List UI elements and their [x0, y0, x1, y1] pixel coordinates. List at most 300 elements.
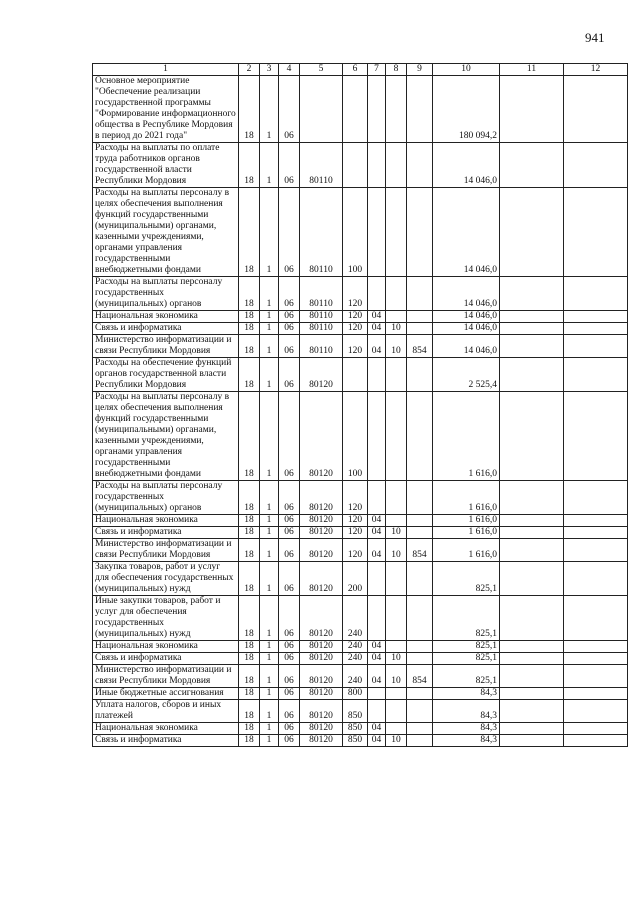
cell-col-11: [500, 335, 564, 358]
cell-col-12: [564, 335, 628, 358]
row-name: Уплата налогов, сборов и иных платежей: [93, 700, 239, 723]
table-row: [93, 665, 628, 688]
cell-code-6: 120: [343, 323, 368, 335]
cell-col-12: [564, 481, 628, 515]
cell-code-2: 18: [239, 515, 260, 527]
cell-code-8: 10: [386, 735, 407, 747]
cell-col-12: [564, 700, 628, 723]
cell-code-9: [407, 562, 433, 596]
cell-code-8: [386, 481, 407, 515]
cell-code-3: 1: [260, 596, 279, 641]
cell-code-7: [368, 188, 386, 277]
cell-code-8: [386, 596, 407, 641]
cell-code-8: [386, 358, 407, 392]
cell-code-9: 854: [407, 665, 433, 688]
row-name: Министерство информатизации и связи Республики Мордовия: [93, 539, 239, 562]
row-name: Национальная экономика: [93, 515, 239, 527]
cell-code-4: 06: [279, 76, 300, 143]
cell-code-7: [368, 358, 386, 392]
cell-col-11: [500, 392, 564, 481]
cell-amount: 1 616,0: [433, 527, 500, 539]
cell-code-9: [407, 641, 433, 653]
col-header-8: 8: [386, 64, 407, 76]
cell-code-7: [368, 700, 386, 723]
cell-col-11: [500, 641, 564, 653]
cell-col-12: [564, 539, 628, 562]
cell-amount: 825,1: [433, 596, 500, 641]
cell-amount: 14 046,0: [433, 188, 500, 277]
cell-code-6: [343, 76, 368, 143]
cell-code-8: 10: [386, 527, 407, 539]
cell-col-11: [500, 515, 564, 527]
cell-code-7: [368, 481, 386, 515]
cell-code-8: [386, 76, 407, 143]
cell-col-12: [564, 653, 628, 665]
cell-code-4: 06: [279, 335, 300, 358]
cell-col-11: [500, 653, 564, 665]
cell-code-8: [386, 143, 407, 188]
cell-code-5: 80120: [300, 653, 343, 665]
cell-code-2: 18: [239, 562, 260, 596]
cell-code-6: 120: [343, 311, 368, 323]
cell-code-2: 18: [239, 481, 260, 515]
table-row: [93, 188, 628, 277]
row-name: Министерство информатизации и связи Республики Мордовия: [93, 335, 239, 358]
cell-code-6: [343, 358, 368, 392]
col-header-11: 11: [500, 64, 564, 76]
table-row: [93, 76, 628, 143]
cell-code-8: 10: [386, 335, 407, 358]
cell-code-4: 06: [279, 562, 300, 596]
cell-code-5: 80120: [300, 527, 343, 539]
cell-col-11: [500, 481, 564, 515]
cell-code-9: [407, 653, 433, 665]
cell-code-2: 18: [239, 688, 260, 700]
cell-col-11: [500, 527, 564, 539]
cell-code-8: [386, 311, 407, 323]
cell-col-12: [564, 688, 628, 700]
cell-col-12: [564, 188, 628, 277]
cell-col-12: [564, 596, 628, 641]
cell-code-4: 06: [279, 143, 300, 188]
cell-code-3: 1: [260, 527, 279, 539]
cell-amount: 1 616,0: [433, 539, 500, 562]
cell-code-4: 06: [279, 596, 300, 641]
cell-code-2: 18: [239, 539, 260, 562]
cell-code-7: 04: [368, 311, 386, 323]
cell-amount: 1 616,0: [433, 515, 500, 527]
col-header-2: 2: [239, 64, 260, 76]
col-header-1: 1: [93, 64, 239, 76]
cell-code-7: 04: [368, 641, 386, 653]
cell-amount: 825,1: [433, 562, 500, 596]
cell-col-12: [564, 665, 628, 688]
cell-code-5: 80120: [300, 358, 343, 392]
cell-code-3: 1: [260, 392, 279, 481]
cell-amount: 84,3: [433, 688, 500, 700]
cell-amount: 1 616,0: [433, 481, 500, 515]
cell-code-5: 80120: [300, 596, 343, 641]
cell-code-2: 18: [239, 665, 260, 688]
row-name: Национальная экономика: [93, 311, 239, 323]
cell-code-9: [407, 596, 433, 641]
cell-code-2: 18: [239, 277, 260, 311]
cell-code-2: 18: [239, 323, 260, 335]
cell-col-11: [500, 688, 564, 700]
cell-code-3: 1: [260, 277, 279, 311]
cell-code-5: 80120: [300, 723, 343, 735]
cell-code-2: 18: [239, 700, 260, 723]
col-header-12: 12: [564, 64, 628, 76]
cell-code-9: [407, 311, 433, 323]
cell-code-2: 18: [239, 392, 260, 481]
cell-col-11: [500, 143, 564, 188]
cell-code-4: 06: [279, 311, 300, 323]
row-name: Расходы на выплаты по оплате труда работников органов государственной власти Республики Мордовия: [93, 143, 239, 188]
cell-code-9: 854: [407, 539, 433, 562]
cell-code-4: 06: [279, 358, 300, 392]
cell-code-5: 80110: [300, 311, 343, 323]
table-row: [93, 562, 628, 596]
col-header-7: 7: [368, 64, 386, 76]
cell-col-12: [564, 392, 628, 481]
cell-code-8: 10: [386, 539, 407, 562]
cell-col-11: [500, 358, 564, 392]
cell-col-12: [564, 143, 628, 188]
cell-code-2: 18: [239, 76, 260, 143]
cell-col-12: [564, 515, 628, 527]
cell-code-6: 240: [343, 653, 368, 665]
cell-col-12: [564, 562, 628, 596]
cell-col-12: [564, 641, 628, 653]
cell-code-6: 100: [343, 188, 368, 277]
cell-col-12: [564, 311, 628, 323]
cell-col-12: [564, 323, 628, 335]
col-header-3: 3: [260, 64, 279, 76]
cell-code-4: 06: [279, 515, 300, 527]
row-name: Расходы на выплаты персоналу в целях обеспечения выполнения функций государственными (муниципальными) органами, казенными учреждениями, органами управления государственными внебюджетными фондами: [93, 392, 239, 481]
row-name: Связь и информатика: [93, 527, 239, 539]
cell-amount: 825,1: [433, 641, 500, 653]
cell-code-2: 18: [239, 188, 260, 277]
cell-code-2: 18: [239, 653, 260, 665]
cell-col-11: [500, 723, 564, 735]
cell-amount: 825,1: [433, 653, 500, 665]
cell-code-7: 04: [368, 515, 386, 527]
cell-code-7: [368, 143, 386, 188]
table-row: [93, 481, 628, 515]
cell-amount: 84,3: [433, 700, 500, 723]
cell-code-3: 1: [260, 735, 279, 747]
cell-code-7: 04: [368, 665, 386, 688]
cell-code-3: 1: [260, 562, 279, 596]
cell-code-6: 100: [343, 392, 368, 481]
cell-code-7: 04: [368, 653, 386, 665]
cell-code-8: 10: [386, 653, 407, 665]
cell-code-2: 18: [239, 596, 260, 641]
cell-amount: 84,3: [433, 735, 500, 747]
cell-code-7: [368, 562, 386, 596]
cell-code-6: 120: [343, 335, 368, 358]
cell-code-7: [368, 277, 386, 311]
table-row: [93, 335, 628, 358]
cell-code-9: 854: [407, 335, 433, 358]
cell-code-6: 240: [343, 596, 368, 641]
cell-code-8: [386, 700, 407, 723]
cell-amount: 2 525,4: [433, 358, 500, 392]
col-header-9: 9: [407, 64, 433, 76]
table-row: [93, 323, 628, 335]
cell-code-6: 850: [343, 700, 368, 723]
cell-col-11: [500, 539, 564, 562]
cell-code-9: [407, 143, 433, 188]
col-header-10: 10: [433, 64, 500, 76]
cell-code-3: 1: [260, 76, 279, 143]
cell-code-4: 06: [279, 481, 300, 515]
cell-code-7: 04: [368, 527, 386, 539]
cell-code-5: 80120: [300, 665, 343, 688]
cell-code-5: 80120: [300, 700, 343, 723]
cell-col-11: [500, 323, 564, 335]
cell-code-6: 120: [343, 539, 368, 562]
row-name: Связь и информатика: [93, 735, 239, 747]
cell-code-7: [368, 688, 386, 700]
cell-code-3: 1: [260, 358, 279, 392]
cell-code-5: 80110: [300, 323, 343, 335]
cell-code-3: 1: [260, 188, 279, 277]
cell-col-11: [500, 311, 564, 323]
page-number: 941: [585, 30, 605, 45]
cell-code-4: 06: [279, 392, 300, 481]
cell-amount: 180 094,2: [433, 76, 500, 143]
cell-code-8: [386, 515, 407, 527]
cell-code-3: 1: [260, 665, 279, 688]
cell-code-9: [407, 481, 433, 515]
cell-col-12: [564, 277, 628, 311]
cell-code-6: 800: [343, 688, 368, 700]
cell-code-6: 120: [343, 527, 368, 539]
cell-code-3: 1: [260, 723, 279, 735]
cell-code-7: [368, 596, 386, 641]
cell-code-3: 1: [260, 653, 279, 665]
cell-code-3: 1: [260, 641, 279, 653]
cell-code-2: 18: [239, 358, 260, 392]
cell-code-4: 06: [279, 653, 300, 665]
cell-code-4: 06: [279, 700, 300, 723]
cell-code-9: [407, 735, 433, 747]
cell-code-2: 18: [239, 735, 260, 747]
cell-amount: 825,1: [433, 665, 500, 688]
cell-amount: 1 616,0: [433, 392, 500, 481]
row-name: Связь и информатика: [93, 323, 239, 335]
table-row: [93, 700, 628, 723]
cell-code-8: [386, 188, 407, 277]
cell-code-2: 18: [239, 723, 260, 735]
cell-code-3: 1: [260, 688, 279, 700]
row-name: Расходы на выплаты персоналу в целях обеспечения выполнения функций государственными (муниципальными) органами, казенными учреждениями, органами управления государственными внебюджетными фондами: [93, 188, 239, 277]
cell-col-11: [500, 735, 564, 747]
row-name: Национальная экономика: [93, 723, 239, 735]
cell-code-7: [368, 392, 386, 481]
cell-amount: 14 046,0: [433, 277, 500, 311]
row-name: Иные бюджетные ассигнования: [93, 688, 239, 700]
cell-col-11: [500, 700, 564, 723]
cell-code-9: [407, 277, 433, 311]
col-header-4: 4: [279, 64, 300, 76]
table-row: [93, 723, 628, 735]
cell-code-8: [386, 723, 407, 735]
table-row: [93, 539, 628, 562]
cell-code-3: 1: [260, 700, 279, 723]
cell-code-9: [407, 76, 433, 143]
cell-code-2: 18: [239, 335, 260, 358]
cell-code-3: 1: [260, 539, 279, 562]
cell-code-9: [407, 358, 433, 392]
cell-code-5: [300, 76, 343, 143]
row-name: Закупка товаров, работ и услуг для обеспечения государственных (муниципальных) нужд: [93, 562, 239, 596]
table-row: [93, 527, 628, 539]
table-row: [93, 735, 628, 747]
cell-code-7: 04: [368, 723, 386, 735]
table-row: [93, 653, 628, 665]
cell-code-2: 18: [239, 527, 260, 539]
cell-code-8: [386, 392, 407, 481]
cell-code-9: [407, 700, 433, 723]
cell-code-5: 80120: [300, 515, 343, 527]
cell-col-11: [500, 76, 564, 143]
cell-code-5: 80120: [300, 539, 343, 562]
table-row: [93, 392, 628, 481]
cell-code-5: 80120: [300, 688, 343, 700]
cell-code-5: 80120: [300, 392, 343, 481]
cell-col-11: [500, 665, 564, 688]
cell-code-4: 06: [279, 665, 300, 688]
cell-code-5: 80120: [300, 735, 343, 747]
cell-code-4: 06: [279, 188, 300, 277]
cell-amount: 14 046,0: [433, 311, 500, 323]
cell-amount: 14 046,0: [433, 143, 500, 188]
cell-code-8: 10: [386, 665, 407, 688]
cell-code-7: 04: [368, 323, 386, 335]
cell-code-6: 200: [343, 562, 368, 596]
cell-code-6: 120: [343, 515, 368, 527]
cell-code-8: [386, 641, 407, 653]
cell-code-5: 80110: [300, 277, 343, 311]
cell-code-9: [407, 188, 433, 277]
table-row: [93, 277, 628, 311]
table-row: [93, 143, 628, 188]
cell-code-8: [386, 688, 407, 700]
col-header-5: 5: [300, 64, 343, 76]
cell-code-6: 240: [343, 665, 368, 688]
cell-code-3: 1: [260, 311, 279, 323]
cell-code-9: [407, 688, 433, 700]
cell-code-7: 04: [368, 735, 386, 747]
table-row: [93, 596, 628, 641]
cell-code-6: [343, 143, 368, 188]
cell-amount: 14 046,0: [433, 335, 500, 358]
cell-code-4: 06: [279, 527, 300, 539]
cell-code-8: [386, 562, 407, 596]
col-header-6: 6: [343, 64, 368, 76]
cell-code-4: 06: [279, 688, 300, 700]
row-name: Основное мероприятие "Обеспечение реализации государственной программы "Формирование информационного общества в Республике Мордовия в период до 2021 года": [93, 76, 239, 143]
cell-col-12: [564, 723, 628, 735]
cell-code-6: 120: [343, 481, 368, 515]
row-name: Национальная экономика: [93, 641, 239, 653]
cell-code-4: 06: [279, 323, 300, 335]
cell-col-12: [564, 76, 628, 143]
cell-code-3: 1: [260, 481, 279, 515]
row-name: Министерство информатизации и связи Республики Мордовия: [93, 665, 239, 688]
row-name: Расходы на выплаты персоналу государственных (муниципальных) органов: [93, 481, 239, 515]
table-body: [93, 76, 628, 747]
cell-code-3: 1: [260, 143, 279, 188]
cell-code-8: 10: [386, 323, 407, 335]
cell-code-9: [407, 392, 433, 481]
cell-code-5: 80120: [300, 641, 343, 653]
row-name: Расходы на выплаты персоналу государственных (муниципальных) органов: [93, 277, 239, 311]
cell-code-4: 06: [279, 539, 300, 562]
cell-code-7: [368, 76, 386, 143]
cell-col-11: [500, 562, 564, 596]
cell-code-4: 06: [279, 735, 300, 747]
cell-code-7: 04: [368, 335, 386, 358]
cell-code-6: 850: [343, 735, 368, 747]
cell-code-4: 06: [279, 641, 300, 653]
cell-code-3: 1: [260, 515, 279, 527]
header-row: [93, 64, 628, 76]
table-row: [93, 311, 628, 323]
budget-table: [92, 63, 628, 747]
cell-code-6: 120: [343, 277, 368, 311]
cell-col-12: [564, 358, 628, 392]
cell-code-9: [407, 723, 433, 735]
cell-amount: 14 046,0: [433, 323, 500, 335]
row-name: Расходы на обеспечение функций органов государственной власти Республики Мордовия: [93, 358, 239, 392]
cell-code-9: [407, 527, 433, 539]
cell-code-6: 240: [343, 641, 368, 653]
table-row: [93, 641, 628, 653]
cell-col-11: [500, 188, 564, 277]
row-name: Связь и информатика: [93, 653, 239, 665]
cell-code-8: [386, 277, 407, 311]
cell-code-5: 80110: [300, 188, 343, 277]
cell-code-7: 04: [368, 539, 386, 562]
cell-code-5: 80120: [300, 481, 343, 515]
cell-amount: 84,3: [433, 723, 500, 735]
cell-col-12: [564, 735, 628, 747]
cell-code-3: 1: [260, 335, 279, 358]
cell-code-6: 850: [343, 723, 368, 735]
cell-code-2: 18: [239, 641, 260, 653]
cell-code-2: 18: [239, 311, 260, 323]
cell-col-11: [500, 277, 564, 311]
table-row: [93, 515, 628, 527]
cell-code-4: 06: [279, 723, 300, 735]
table-row: [93, 688, 628, 700]
cell-code-4: 06: [279, 277, 300, 311]
cell-code-3: 1: [260, 323, 279, 335]
table-row: [93, 358, 628, 392]
cell-col-12: [564, 527, 628, 539]
cell-code-9: [407, 323, 433, 335]
cell-code-2: 18: [239, 143, 260, 188]
cell-code-5: 80110: [300, 143, 343, 188]
cell-code-9: [407, 515, 433, 527]
cell-col-11: [500, 596, 564, 641]
cell-code-5: 80110: [300, 335, 343, 358]
